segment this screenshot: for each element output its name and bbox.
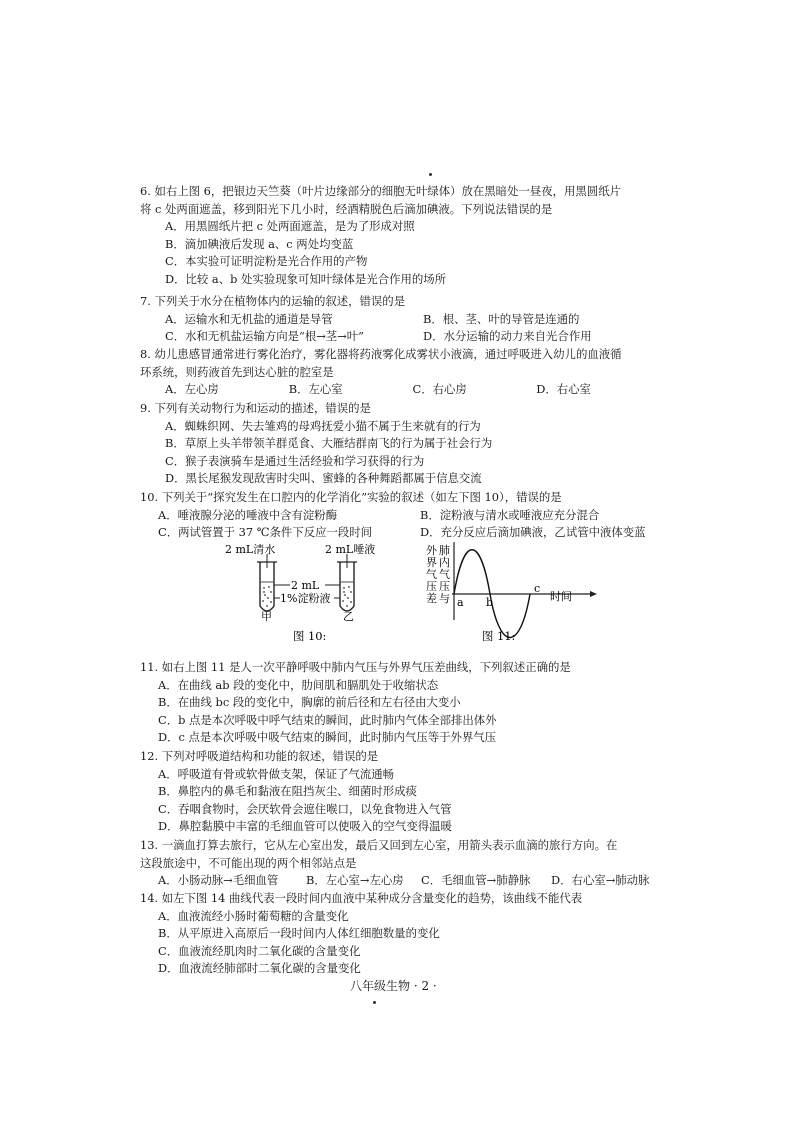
ylabel-ext-1: 外 bbox=[426, 544, 437, 557]
option-c: C．两试管置于 37 ℃条件下反应一段时间 bbox=[158, 525, 373, 540]
option-c: C．右心房 bbox=[412, 382, 467, 397]
ylabel-ext-4: 压 bbox=[426, 580, 437, 593]
option-b: B．滴加碘液后发现 a、c 两处均变蓝 bbox=[165, 236, 354, 251]
x-axis-label: 时间 bbox=[550, 590, 572, 603]
option-c: C．吞咽食物时，会厌软骨会遮住喉口，以免食物进入气管 bbox=[158, 801, 452, 816]
question-stem: 这段旅途中，不可能出现的两个相邻站点是 bbox=[140, 855, 357, 870]
question-stem: 7. 下列关于水分在植物体内的运输的叙述，错误的是 bbox=[140, 294, 406, 308]
question-stem: 13. 一滴血打算去旅行，它从左心室出发，最后又回到左心室，用箭头表示血滴的旅行方向。在 bbox=[140, 838, 618, 852]
option-a: A．小肠动脉→毛细血管 bbox=[158, 873, 279, 888]
figures-10-11 bbox=[140, 540, 660, 650]
option-c: C．猴子表演骑车是通过生活经验和学习获得的行为 bbox=[165, 453, 425, 468]
label-yi: 乙 bbox=[343, 610, 354, 623]
question-stem: 12. 下列对呼吸道结构和功能的叙述，错误的是 bbox=[140, 749, 379, 763]
test-tube-jia bbox=[257, 554, 277, 611]
label-saliva: 2 mL唾液 bbox=[325, 543, 376, 556]
option-a: A．运输水和无机盐的通道是导管 bbox=[165, 311, 333, 326]
option-b: B．在曲线 bc 段的变化中，胸廓的前后径和左右径由大变小 bbox=[158, 695, 461, 710]
question-stem: 10. 下列关于“探究发生在口腔内的化学消化”实验的叙述（如左下图 10），错误的是 bbox=[140, 490, 562, 504]
question-12 bbox=[140, 748, 660, 836]
question-6 bbox=[140, 183, 660, 289]
option-b: B．左心室 bbox=[288, 382, 343, 397]
figure-11-pressure-curve bbox=[422, 540, 622, 650]
option-c: C．b 点是本次呼吸中呼气结束的瞬间，此时肺内气体全部排出体外 bbox=[158, 712, 497, 727]
label-starch: 1%淀粉液 bbox=[280, 592, 331, 605]
option-d: D．右心室→肺动脉 bbox=[551, 873, 650, 888]
option-d: D．充分反应后滴加碘液，乙试管中液体变蓝 bbox=[420, 525, 646, 540]
question-13 bbox=[140, 837, 660, 890]
ylabel-suffix: 差 bbox=[426, 592, 437, 605]
option-a: A．血液流经小肠时葡萄糖的含量变化 bbox=[158, 908, 349, 923]
option-b: B．从平原进入高原后一段时间内人体红细胞数量的变化 bbox=[158, 926, 440, 941]
option-a: A．左心房 bbox=[165, 382, 219, 397]
question-stem: 将 c 处两面遮盖，移到阳光下几小时，经酒精脱色后滴加碘液。下列说法错误的是 bbox=[140, 201, 553, 216]
ylabel-mid: 与 bbox=[439, 592, 450, 605]
option-b: B．草原上头羊带领羊群觅食、大雁结群南飞的行为属于社会行为 bbox=[165, 436, 493, 451]
option-a: A．在曲线 ab 段的变化中，肋间肌和膈肌处于收缩状态 bbox=[158, 677, 439, 692]
scan-speck bbox=[429, 173, 432, 176]
question-stem: 9. 下列有关动物行为和运动的描述，错误的是 bbox=[140, 401, 371, 415]
point-b: b bbox=[486, 596, 494, 609]
question-stem: 14. 如左下图 14 曲线代表一段时间内血液中某种成分含量变化的趋势，该曲线不能代表 bbox=[140, 891, 583, 905]
question-10 bbox=[140, 489, 660, 542]
option-a: A．唾液腺分泌的唾液中含有淀粉酶 bbox=[158, 507, 338, 522]
question-stem: 8. 幼儿患感冒通常进行雾化治疗，雾化器将药液雾化成雾状小液滴，通过呼吸进入幼儿的血液循 bbox=[140, 347, 622, 361]
label-jia: 甲 bbox=[261, 610, 272, 623]
point-a: a bbox=[457, 596, 464, 609]
option-d: D．黑长尾猴发现敌害时尖叫、蜜蜂的各种舞蹈都属于信息交流 bbox=[165, 471, 482, 486]
figure-10-caption: 图 10: bbox=[293, 629, 327, 643]
option-b: B．鼻腔内的鼻毛和黏液在阻挡灰尘、细菌时形成痰 bbox=[158, 784, 417, 799]
question-stem: 环系统，则药液首先到达心脏的腔室是 bbox=[140, 364, 334, 379]
point-c: c bbox=[534, 582, 541, 595]
ylabel-lung-3: 气 bbox=[439, 568, 450, 581]
question-8 bbox=[140, 346, 660, 399]
option-c: C．本实验可证明淀粉是光合作用的产物 bbox=[165, 254, 368, 269]
option-b: B．淀粉液与清水或唾液应充分混合 bbox=[420, 507, 600, 522]
ylabel-ext-3: 气 bbox=[426, 568, 437, 581]
option-a: A．蜘蛛织网、失去雏鸡的母鸡抚爱小猫不属于生来就有的行为 bbox=[165, 418, 481, 433]
ylabel-lung-4: 压 bbox=[439, 580, 450, 593]
option-a: A．呼吸道有骨或软骨做支架，保证了气流通畅 bbox=[158, 766, 395, 781]
option-d: D．血液流经肺部时二氧化碳的含量变化 bbox=[158, 961, 361, 976]
option-d: D．右心室 bbox=[536, 382, 591, 397]
option-a: A．用黑圆纸片把 c 处两面遮盖，是为了形成对照 bbox=[165, 219, 415, 234]
option-c: C．毛细血管→肺静脉 bbox=[421, 873, 531, 888]
option-b: B．根、茎、叶的导管是连通的 bbox=[423, 311, 580, 326]
label-2ml: 2 mL bbox=[291, 579, 320, 592]
ylabel-lung-1: 肺 bbox=[439, 544, 450, 557]
label-water: 2 mL清水 bbox=[225, 543, 276, 556]
ylabel-ext-2: 界 bbox=[426, 556, 437, 569]
question-14 bbox=[140, 890, 660, 978]
figure-11-caption: 图 11: bbox=[482, 629, 516, 643]
option-d: D．水分运输的动力来自光合作用 bbox=[423, 329, 592, 344]
option-c: C．水和无机盐运输方向是“根→茎→叶” bbox=[165, 329, 364, 344]
option-c: C．血液流经肌肉时二氧化碳的含量变化 bbox=[158, 943, 361, 958]
x-axis-arrow bbox=[590, 591, 597, 597]
ylabel-lung-2: 内 bbox=[439, 556, 450, 569]
option-d: D．鼻腔黏膜中丰富的毛细血管可以使吸入的空气变得温暖 bbox=[158, 819, 452, 834]
scan-speck bbox=[373, 1001, 376, 1004]
page-footer: 八年级生物 · 2 · bbox=[350, 979, 437, 993]
question-stem: 11. 如右上图 11 是人一次平静呼吸中肺内气压与外界气压差曲线，下列叙述正确的是 bbox=[140, 660, 571, 674]
question-9 bbox=[140, 400, 660, 488]
question-7 bbox=[140, 293, 660, 346]
option-d: D．比较 a、b 处实验现象可知叶绿体是光合作用的场所 bbox=[165, 271, 447, 286]
option-b: B．左心室→左心房 bbox=[306, 873, 404, 888]
option-d: D．c 点是本次呼吸中吸气结束的瞬间，此时肺内气压等于外界气压 bbox=[158, 730, 497, 745]
question-stem: 6. 如右上图 6，把银边天竺葵（叶片边缘部分的细胞无叶绿体）放在黑暗处一昼夜，用黑圆纸片 bbox=[140, 184, 621, 198]
question-11 bbox=[140, 659, 660, 747]
test-tube-yi bbox=[337, 554, 357, 611]
